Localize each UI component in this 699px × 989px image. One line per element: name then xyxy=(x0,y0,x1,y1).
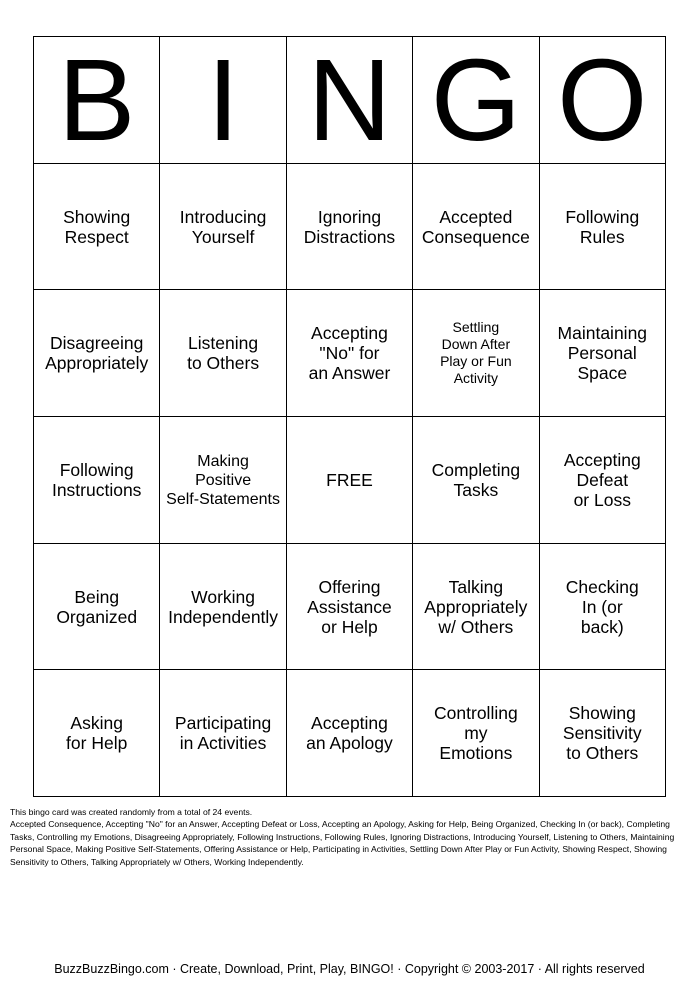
card-row-1 xyxy=(34,164,666,290)
bingo-cell: Accepted Consequence xyxy=(413,164,539,290)
bingo-cell: Accepting an Apology xyxy=(286,670,412,797)
bingo-cell: Showing Respect xyxy=(34,164,160,290)
event-count-note: This bingo card was created randomly from a total of 24 events. xyxy=(10,807,253,817)
card-row-3 xyxy=(34,417,666,544)
bingo-cell: Asking for Help xyxy=(34,670,160,797)
header-letter-n: N xyxy=(286,37,412,164)
bingo-cell: Ignoring Distractions xyxy=(286,164,412,290)
footer-copyright: BuzzBuzzBingo.com · Create, Download, Print, Play, BINGO! · Copyright © 2003-2017 · All rights reserved xyxy=(54,962,645,976)
header-letter-i: I xyxy=(160,37,286,164)
bingo-cell: Accepting "No" for an Answer xyxy=(286,290,412,417)
bingo-cell: Following Rules xyxy=(539,164,665,290)
bingo-cell: Introducing Yourself xyxy=(160,164,286,290)
bingo-cell: Working Independently xyxy=(160,544,286,670)
bingo-cell: Settling Down After Play or Fun Activity xyxy=(413,290,539,417)
bingo-card xyxy=(33,36,666,797)
bingo-cell: Listening to Others xyxy=(160,290,286,417)
bingo-cell: Maintaining Personal Space xyxy=(539,290,665,417)
free-space: FREE xyxy=(286,417,412,544)
header-letter-g: G xyxy=(413,37,539,164)
card-row-5 xyxy=(34,670,666,797)
header-row xyxy=(34,37,666,164)
event-list: Accepted Consequence, Accepting "No" for an Answer, Accepting Defeat or Loss, Accepting an Apology, Asking for Help, Being Organized, Checking In (or back), Completing Tasks, Controlling my Emotions, Disagreeing Appropriately, Following Instructions, Following Rules, Ignoring Distractions, Introducing Yourself, Listening to Others, Maintaining Personal Space, Making Positive Self-Statements, Offering Assistance or Help, Participating in Activities, Settling Down After Play or Fun Activity, Showing Respect, Showing Sensitivity to Others, Talking Appropriately w/ Others, Working Independently. xyxy=(10,819,675,867)
bingo-cell: Checking In (or back) xyxy=(539,544,665,670)
bingo-cell: Controlling my Emotions xyxy=(413,670,539,797)
card-row-4 xyxy=(34,544,666,670)
bingo-cell: Accepting Defeat or Loss xyxy=(539,417,665,544)
header-letter-b: B xyxy=(34,37,160,164)
bingo-cell: Following Instructions xyxy=(34,417,160,544)
bingo-cell: Participating in Activities xyxy=(160,670,286,797)
card-row-2 xyxy=(34,290,666,417)
event-notes xyxy=(10,806,690,868)
bingo-cell: Showing Sensitivity to Others xyxy=(539,670,665,797)
bingo-cell: Completing Tasks xyxy=(413,417,539,544)
bingo-cell: Offering Assistance or Help xyxy=(286,544,412,670)
bingo-cell: Disagreeing Appropriately xyxy=(34,290,160,417)
bingo-cell: Being Organized xyxy=(34,544,160,670)
header-letter-o: O xyxy=(539,37,665,164)
bingo-cell: Talking Appropriately w/ Others xyxy=(413,544,539,670)
bingo-cell: Making Positive Self-Statements xyxy=(160,417,286,544)
